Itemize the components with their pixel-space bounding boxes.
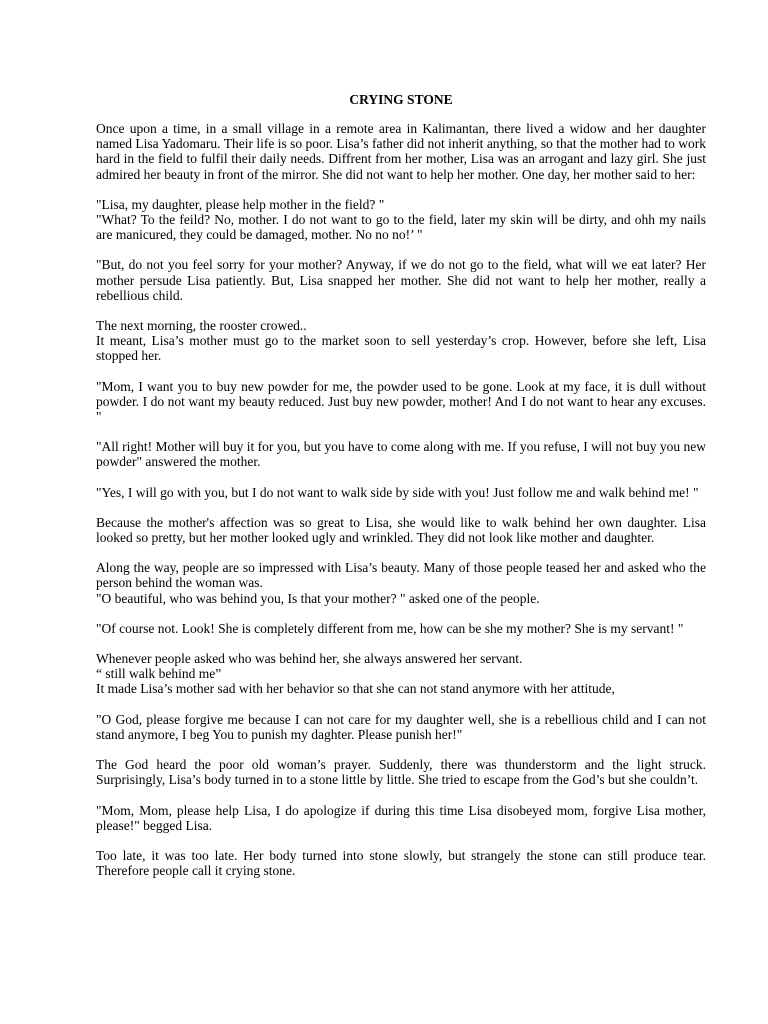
paragraph-line: "All right! Mother will buy it for you, but you have to come along with me. If you refuse, I will not buy you new powder" answered the mother. bbox=[96, 439, 706, 470]
story-paragraph bbox=[96, 560, 706, 606]
paragraph-line: "O God, please forgive me because I can not care for my daughter well, she is a rebellious child and I can not stand anymore, I beg You to punish my daghter. Please punish her!" bbox=[96, 711, 706, 742]
paragraph-line: Whenever people asked who was behind her, she always answered her servant. bbox=[96, 651, 523, 667]
story-paragraph bbox=[96, 257, 706, 303]
paragraph-line: “ still walk behind me” bbox=[96, 666, 222, 682]
story-paragraph bbox=[96, 485, 706, 500]
paragraph-line: It meant, Lisa’s mother must go to the market soon to sell yesterday’s crop. However, before she left, Lisa stopped her. bbox=[96, 333, 706, 364]
story-paragraph bbox=[96, 121, 706, 182]
story-paragraph bbox=[96, 515, 706, 545]
paragraph-line: "But, do not you feel sorry for your mother? Anyway, if we do not go to the field, what will we eat later? Her mother persude Lisa patiently. But, Lisa snapped her mother. She did not want to help her mother, really a rebellious child. bbox=[96, 257, 706, 303]
paragraph-line: "Lisa, my daughter, please help mother in the field? " bbox=[96, 196, 385, 212]
paragraph-line: The next morning, the rooster crowed.. bbox=[96, 318, 307, 334]
story-paragraph bbox=[96, 621, 706, 636]
paragraph-line: "Mom, Mom, please help Lisa, I do apologize if during this time Lisa disobeyed mom, forgive Lisa mother, please!" begged Lisa. bbox=[96, 802, 706, 833]
story-paragraph bbox=[96, 757, 706, 787]
story-paragraph bbox=[96, 439, 706, 469]
paragraph-line: "Of course not. Look! She is completely different from me, how can be she my mother? She is my servant! " bbox=[96, 620, 684, 636]
paragraph-line: The God heard the poor old woman’s prayer. Suddenly, there was thunderstorm and the light struck. Surprisingly, Lisa’s body turned in to a stone little by little. She tried to escape from the God’s but she couldn’t. bbox=[96, 757, 706, 788]
paragraph-line: Too late, it was too late. Her body turned into stone slowly, but strangely the stone can still produce tear. Therefore people call it crying stone. bbox=[96, 847, 706, 879]
story-paragraph bbox=[96, 651, 706, 697]
paragraph-line: "What? To the feild? No, mother. I do not want to go to the field, later my skin will be dirty, and ohh my nails are manicured, they could be damaged, mother. No no no!’ " bbox=[96, 212, 706, 243]
paragraph-line: "Mom, I want you to buy new powder for me, the powder used to be gone. Look at my face, it is dull without powder. I do not want my beauty reduced. Just buy new powder, mother! And I do not want to hear any excuses. " bbox=[96, 378, 706, 425]
paragraph-line: Along the way, people are so impressed with Lisa’s beauty. Many of those people teased her and asked who the person behind the woman was. bbox=[96, 560, 706, 591]
story-paragraph bbox=[96, 197, 706, 243]
paragraph-line: "O beautiful, who was behind you, Is that your mother? " asked one of the people. bbox=[96, 590, 540, 606]
story-paragraph bbox=[96, 379, 706, 425]
story-paragraph bbox=[96, 848, 706, 878]
paragraph-line: It made Lisa’s mother sad with her behavior so that she can not stand anymore with her attitude, bbox=[96, 681, 615, 697]
story-paragraph bbox=[96, 318, 706, 364]
story-body bbox=[96, 121, 706, 893]
paragraph-line: Once upon a time, in a small village in a remote area in Kalimantan, there lived a widow and her daughter named Lisa Yadomaru. Their life is so poor. Lisa’s father did not inherit anything, so that the mother had to work hard in the field to fulfil their daily needs. Diffrent from her mother, Lisa was an arrogant and lazy girl. She just admired her beauty in front of the mirror. She did not want to help her mother. One day, her mother said to her: bbox=[96, 121, 706, 182]
story-title: CRYING STONE bbox=[349, 92, 453, 107]
story-paragraph bbox=[96, 712, 706, 742]
story-paragraph bbox=[96, 803, 706, 833]
paragraph-line: Because the mother's affection was so great to Lisa, she would like to walk behind her own daughter. Lisa looked so pretty, but her mother looked ugly and wrinkled. They did not look like mother and daughter. bbox=[96, 514, 706, 546]
paragraph-line: "Yes, I will go with you, but I do not want to walk side by side with you! Just follow me and walk behind me! " bbox=[96, 484, 699, 500]
